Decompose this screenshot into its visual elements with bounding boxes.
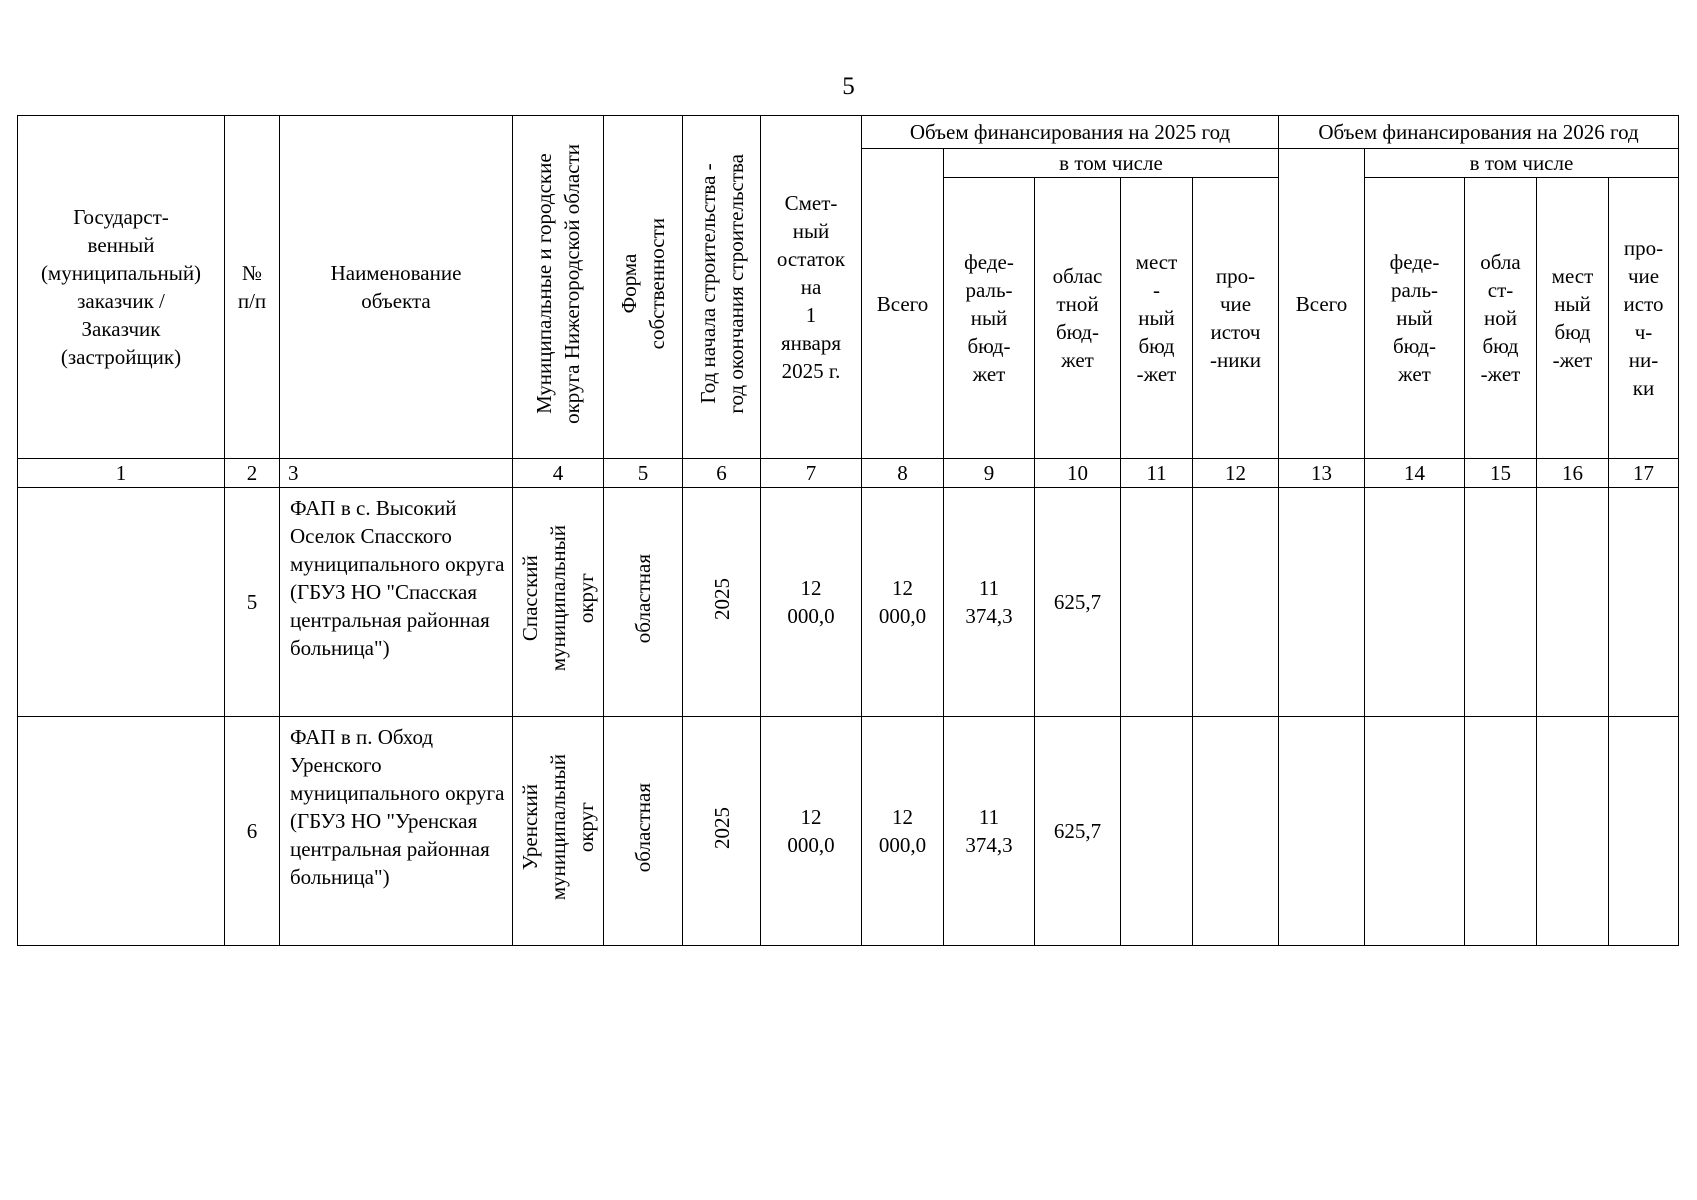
column-number: 12 <box>1193 459 1279 488</box>
row-oth-2025 <box>1193 717 1279 946</box>
row-ownership <box>604 488 683 717</box>
column-number: 11 <box>1121 459 1193 488</box>
row-total-2026 <box>1279 717 1365 946</box>
construction-financing-table <box>17 115 1679 946</box>
column-number: 3 <box>280 459 513 488</box>
column-number: 7 <box>761 459 862 488</box>
header-including-2026: в том числе <box>1365 149 1679 178</box>
column-number: 9 <box>944 459 1035 488</box>
header-fed-2026: феде- раль- ный бюд- жет <box>1365 178 1465 459</box>
header-loc-2026: мест ный бюд -жет <box>1537 178 1609 459</box>
header-municipality <box>513 116 604 459</box>
column-number: 1 <box>18 459 225 488</box>
header-funding-2025: Объем финансирования на 2025 год <box>862 116 1279 149</box>
column-number: 5 <box>604 459 683 488</box>
row-years <box>683 717 761 946</box>
row-fed-2026 <box>1365 717 1465 946</box>
row-years-text: 2025 <box>709 577 734 620</box>
row-ownership-text: областная <box>631 782 655 873</box>
row-estimate-balance: 12 000,0 <box>761 488 862 717</box>
header-reg-2025: облас тной бюд- жет <box>1035 178 1121 459</box>
row-loc-2025 <box>1121 488 1193 717</box>
row-number: 5 <box>225 488 280 717</box>
column-number-row <box>18 459 1679 488</box>
row-loc-2025 <box>1121 717 1193 946</box>
column-number: 10 <box>1035 459 1121 488</box>
header-fed-2025: феде- раль- ный бюд- жет <box>944 178 1035 459</box>
row-object-name: ФАП в с. Высокий Оселок Спасского муниципального округа (ГБУЗ НО "Спасская центральная районная больница") <box>280 488 513 717</box>
page-number: 5 <box>842 73 855 100</box>
header-number: № п/п <box>225 116 280 459</box>
row-oth-2025 <box>1193 488 1279 717</box>
header-ownership-text: Форма собственности <box>617 217 669 350</box>
header-customer: Государст- венный (муниципальный) заказчик / Заказчик (застройщик) <box>18 116 225 459</box>
header-including-2025: в том числе <box>944 149 1279 178</box>
row-municipality <box>513 717 604 946</box>
row-years <box>683 488 761 717</box>
row-estimate-balance: 12 000,0 <box>761 717 862 946</box>
header-ownership <box>604 116 683 459</box>
row-object-name: ФАП в п. Обход Уренского муниципального округа (ГБУЗ НО "Уренская центральная районная больница") <box>280 717 513 946</box>
header-municipality-text: Муниципальные и городские округа Нижегородской области <box>532 143 584 424</box>
header-reg-2026: обла ст- ной бюд -жет <box>1465 178 1537 459</box>
header-total-2026: Всего <box>1279 149 1365 459</box>
row-fed-2026 <box>1365 488 1465 717</box>
table-row <box>18 717 1679 946</box>
row-reg-2025: 625,7 <box>1035 488 1121 717</box>
row-reg-2025: 625,7 <box>1035 717 1121 946</box>
row-loc-2026 <box>1537 488 1609 717</box>
row-total-2025: 12 000,0 <box>862 717 944 946</box>
row-municipality-text: Спасский муниципальный округ <box>518 525 598 672</box>
header-oth-2025: про- чие источ -ники <box>1193 178 1279 459</box>
header-total-2025: Всего <box>862 149 944 459</box>
row-customer <box>18 717 225 946</box>
row-reg-2026 <box>1465 488 1537 717</box>
column-number: 4 <box>513 459 604 488</box>
header-years <box>683 116 761 459</box>
row-reg-2026 <box>1465 717 1537 946</box>
row-municipality <box>513 488 604 717</box>
row-oth-2026 <box>1609 717 1679 946</box>
row-total-2026 <box>1279 488 1365 717</box>
column-number: 8 <box>862 459 944 488</box>
column-number: 6 <box>683 459 761 488</box>
row-total-2025: 12 000,0 <box>862 488 944 717</box>
header-loc-2025: мест - ный бюд -жет <box>1121 178 1193 459</box>
row-oth-2026 <box>1609 488 1679 717</box>
row-loc-2026 <box>1537 717 1609 946</box>
row-years-text: 2025 <box>709 806 734 849</box>
row-ownership <box>604 717 683 946</box>
header-years-text: Год начала строительства - год окончания строительства <box>695 153 748 414</box>
row-number: 6 <box>225 717 280 946</box>
row-ownership-text: областная <box>631 553 655 644</box>
column-number: 13 <box>1279 459 1365 488</box>
table-row <box>18 488 1679 717</box>
header-row-1 <box>18 116 1679 149</box>
header-oth-2026: про- чие исто ч- ни- ки <box>1609 178 1679 459</box>
column-number: 16 <box>1537 459 1609 488</box>
column-number: 2 <box>225 459 280 488</box>
column-number: 15 <box>1465 459 1537 488</box>
header-funding-2026: Объем финансирования на 2026 год <box>1279 116 1679 149</box>
row-customer <box>18 488 225 717</box>
row-fed-2025: 11 374,3 <box>944 717 1035 946</box>
row-municipality-text: Уренский муниципальный округ <box>518 754 598 901</box>
column-number: 17 <box>1609 459 1679 488</box>
row-fed-2025: 11 374,3 <box>944 488 1035 717</box>
header-object-name: Наименование объекта <box>280 116 513 459</box>
column-number: 14 <box>1365 459 1465 488</box>
header-estimate-balance: Смет- ный остаток на 1 января 2025 г. <box>761 116 862 459</box>
